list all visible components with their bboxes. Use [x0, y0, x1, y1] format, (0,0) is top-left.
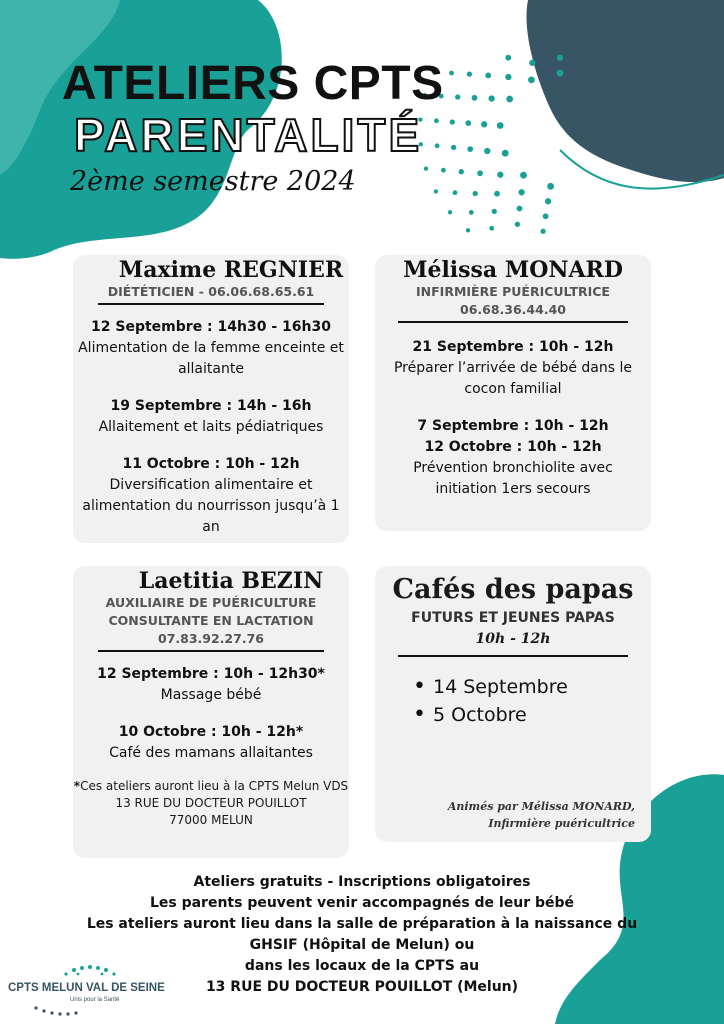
- info-line: Les ateliers auront lieu dans la salle de préparation à la naissance du: [86, 916, 638, 932]
- footnote-line: 77000 MELUN: [169, 813, 253, 827]
- speaker-phone: 06.68.36.44.40: [460, 302, 566, 317]
- decorative-dot: [488, 95, 494, 101]
- speaker-role: CONSULTANTE EN LACTATION: [108, 613, 314, 628]
- card-bezin: [73, 566, 349, 858]
- decorative-dot: [505, 74, 511, 80]
- logo-name: CPTS MELUN VAL DE SEINE: [8, 982, 165, 994]
- decorative-dot: [434, 189, 438, 193]
- decorative-dot: [545, 198, 551, 204]
- decorative-dot: [484, 148, 490, 154]
- info-line: 13 RUE DU DOCTEUR POUILLOT (Melun): [205, 979, 519, 995]
- divider: [398, 655, 628, 657]
- session-date: 12 Octobre : 10h - 12h: [424, 439, 602, 455]
- divider: [98, 303, 324, 305]
- slate-blob-top-right: [527, 0, 724, 182]
- session-date: 12 Septembre : 14h30 - 16h30: [91, 319, 331, 335]
- decorative-dot: [473, 191, 478, 196]
- decorative-dot: [540, 229, 545, 234]
- decorative-dot: [547, 183, 554, 190]
- decorative-dot: [466, 228, 470, 232]
- cafe-date: • 14 Septembre: [413, 673, 651, 701]
- footnote-star: *: [73, 779, 81, 793]
- decorative-dot: [502, 150, 509, 157]
- decorative-dot: [485, 73, 491, 79]
- speaker-role: DIÉTÉTICIEN - 06.06.68.65.61: [107, 284, 315, 299]
- decorative-dot: [497, 172, 503, 178]
- session-topic: alimentation du nourrisson jusqu’à 1: [82, 498, 340, 514]
- session-date: 12 Septembre : 10h - 12h30*: [97, 666, 325, 682]
- session-date: 7 Septembre : 10h - 12h: [417, 418, 609, 434]
- session-date: 19 Septembre : 14h - 16h: [110, 398, 312, 414]
- decorative-dot: [459, 169, 464, 174]
- session-topic: Préparer l’arrivée de bébé dans le: [393, 360, 632, 376]
- divider: [98, 650, 324, 652]
- speaker-name: Maxime REGNIER: [118, 257, 344, 283]
- cafe-date: • 5 Octobre: [413, 701, 651, 729]
- footnote: [73, 778, 349, 829]
- session-date: 11 Octobre : 10h - 12h: [122, 456, 300, 472]
- decorative-dot: [518, 189, 524, 195]
- decorative-dot: [492, 209, 497, 214]
- session-date: 10 Octobre : 10h - 12h*: [118, 724, 304, 740]
- cafe-subtitle: FUTURS ET JEUNES PAPAS: [411, 610, 615, 626]
- decorative-dot: [451, 145, 456, 150]
- session-date: 21 Septembre : 10h - 12h: [412, 339, 614, 355]
- divider: [398, 321, 628, 323]
- card-cafe-papas: [375, 566, 651, 842]
- cafe-credit: [448, 798, 635, 832]
- decorative-dot: [520, 172, 527, 179]
- decorative-dot: [455, 94, 460, 99]
- decorative-dot: [517, 206, 523, 212]
- card-monard: [375, 255, 651, 531]
- decorative-dot: [448, 210, 452, 214]
- page-subtitle: PARENTALITÉ: [74, 109, 423, 161]
- speaker-phone: 07.83.92.27.76: [158, 631, 264, 646]
- decorative-dot: [557, 70, 564, 77]
- session-topic: initiation 1ers secours: [435, 481, 591, 497]
- decorative-dot: [543, 213, 549, 219]
- session-topic: Alimentation de la femme enceinte et: [78, 340, 344, 356]
- footnote-line: Ces ateliers auront lieu à la CPTS Melun VDS: [80, 779, 349, 793]
- session-topic: allaitante: [178, 361, 244, 377]
- logo-tagline: Unis pour la Santé: [70, 997, 120, 1003]
- decorative-dot: [477, 170, 483, 176]
- session-topic: Allaitement et laits pédiatriques: [98, 419, 324, 435]
- info-line: dans les locaux de la CPTS au: [244, 958, 480, 974]
- speaker-role: INFIRMIÈRE PUÉRICULTRICE: [416, 284, 610, 299]
- decorative-dot: [467, 71, 472, 76]
- session-topic: an: [202, 519, 220, 535]
- info-line: GHSIF (Hôpital de Melun) ou: [249, 937, 475, 953]
- decorative-dot: [441, 168, 446, 173]
- credit-line: Animés par Mélissa MONARD,: [447, 800, 635, 813]
- cafe-time: 10h - 12h: [475, 631, 551, 647]
- decorative-dot: [505, 55, 511, 61]
- decorative-dot: [453, 190, 458, 195]
- decorative-dot: [435, 143, 440, 148]
- decorative-dot: [529, 60, 535, 66]
- session-topic: Massage bébé: [160, 687, 262, 703]
- info-line: Les parents peuvent venir accompagnés de leur bébé: [149, 895, 575, 911]
- session-topic: Diversification alimentaire et: [109, 477, 313, 493]
- cafe-dates-list: [413, 673, 651, 729]
- semester-label: 2ème semestre 2024: [70, 166, 356, 197]
- footnote-line: 13 RUE DU DOCTEUR POUILLOT: [115, 796, 307, 810]
- decorative-dot: [481, 121, 487, 127]
- decorative-dot: [450, 119, 455, 124]
- decorative-dot: [472, 95, 478, 101]
- card-regnier: [73, 255, 349, 543]
- decorative-dot: [424, 166, 428, 170]
- session-topic: cocon familial: [464, 381, 562, 397]
- decorative-dot: [497, 122, 504, 129]
- page-title: ATELIERS CPTS: [62, 57, 444, 110]
- decorative-dot: [469, 210, 474, 215]
- cpts-logo: [8, 964, 178, 1020]
- decorative-dot: [557, 55, 563, 61]
- decorative-dot: [494, 191, 500, 197]
- session-topic: Prévention bronchiolite avec: [413, 460, 613, 476]
- decorative-dot: [465, 120, 471, 126]
- decorative-dot: [449, 71, 454, 76]
- decorative-dot: [528, 77, 535, 84]
- speaker-name: Mélissa MONARD: [403, 257, 623, 283]
- cafe-title: Cafés des papas: [392, 574, 634, 605]
- credit-line: Infirmière puéricultrice: [488, 817, 635, 830]
- decorative-dot: [515, 222, 520, 227]
- decorative-dot: [506, 96, 513, 103]
- info-line: Ateliers gratuits - Inscriptions obligatoires: [193, 874, 531, 890]
- speaker-role: AUXILIAIRE DE PUÉRICULTURE: [105, 595, 317, 610]
- speaker-name: Laetitia BEZIN: [138, 568, 324, 594]
- decorative-dot: [434, 118, 439, 123]
- session-topic: Café des mamans allaitantes: [109, 745, 313, 761]
- decorative-dot: [467, 146, 473, 152]
- decorative-dot: [489, 226, 494, 231]
